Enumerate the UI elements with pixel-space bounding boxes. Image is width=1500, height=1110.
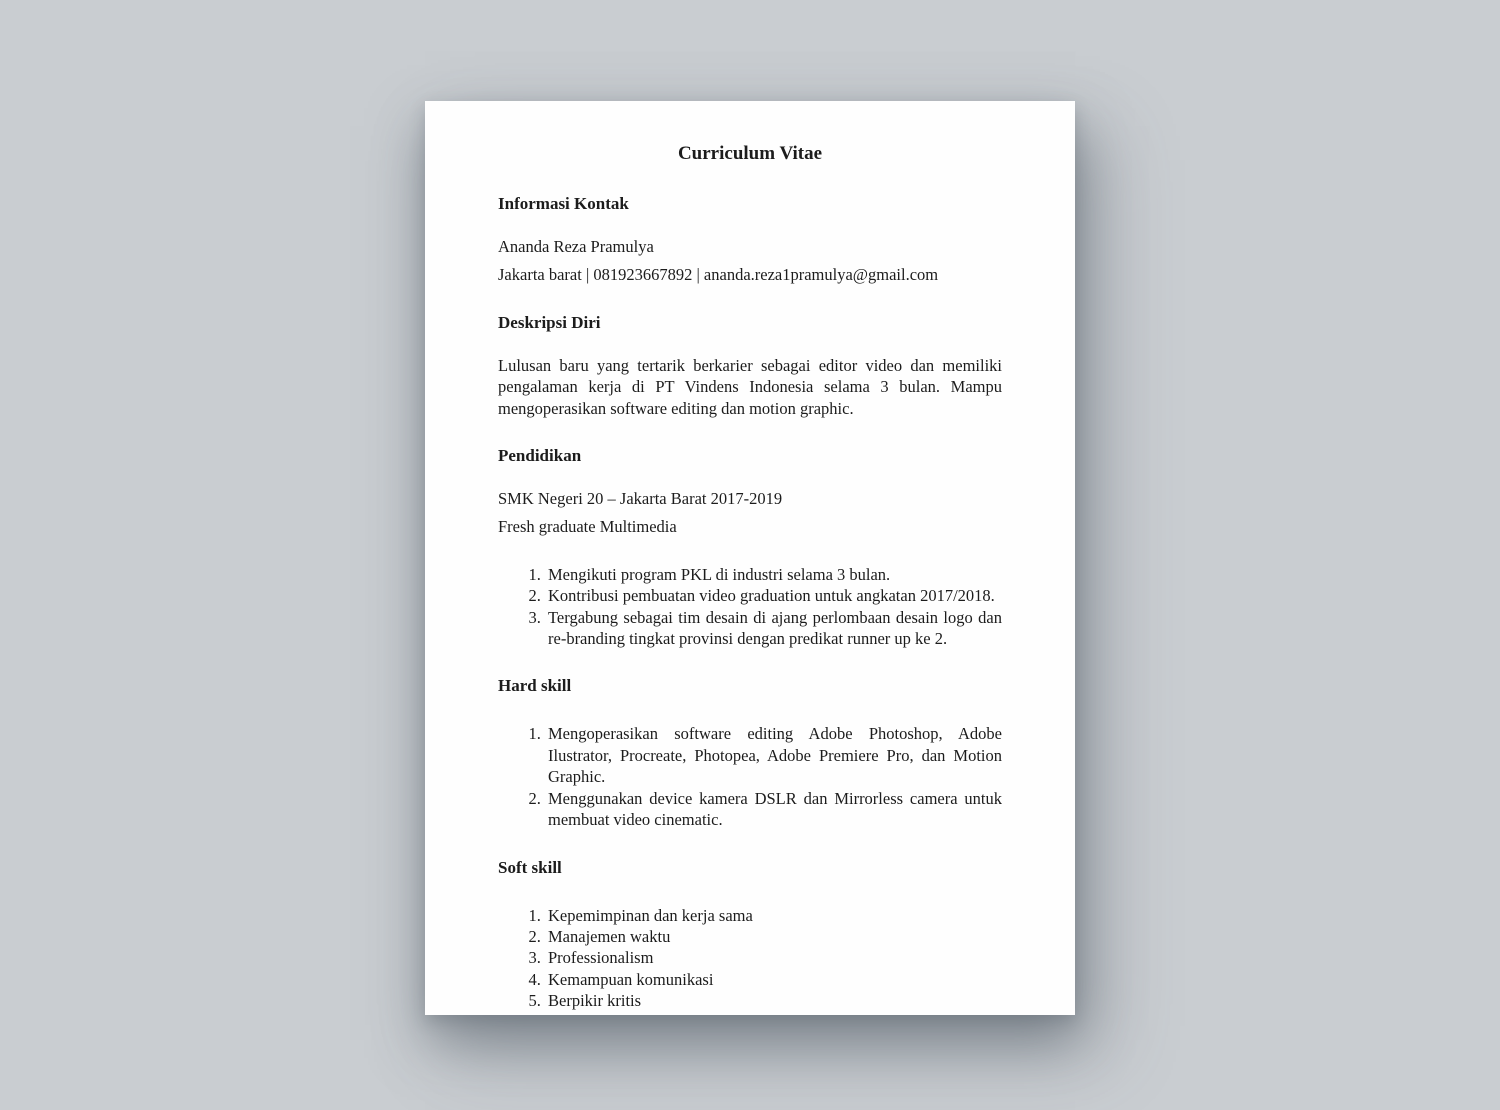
soft-skill-list-item: 4. Kemampuan komunikasi	[545, 969, 1002, 990]
education-list-item: 2. Kontribusi pembuatan video graduation untuk angkatan 2017/2018.	[545, 585, 1002, 606]
soft-skill-list	[498, 905, 1002, 1012]
contact-name: Ananda Reza Pramulya	[498, 237, 654, 256]
hard-skill-heading: Hard skill	[498, 676, 572, 696]
hard-skill-list-item: 1. Mengoperasikan software editing Adobe Photoshop, Adobe Ilustrator, Procreate, Photopea, Adobe Premiere Pro, dan Motion Graphic.	[545, 723, 1002, 787]
soft-skill-list-item: 3. Professionalism	[545, 947, 1002, 968]
education-program: Fresh graduate Multimedia	[498, 517, 677, 537]
education-heading: Pendidikan	[498, 446, 582, 466]
soft-skill-list-item: 2. Manajemen waktu	[545, 926, 1002, 947]
section-hard-skill	[498, 675, 1002, 830]
soft-skill-list-item: 5. Berpikir kritis	[545, 990, 1002, 1011]
education-school: SMK Negeri 20 – Jakarta Barat 2017-2019	[498, 489, 783, 509]
section-education	[498, 445, 1002, 649]
section-contact	[498, 193, 1002, 286]
contact-heading: Informasi Kontak	[498, 194, 629, 213]
education-list-item: 3. Tergabung sebagai tim desain di ajang perlombaan desain logo dan re-branding tingkat provinsi dengan predikat runner up ke 2.	[545, 607, 1002, 650]
description-body: Lulusan baru yang tertarik berkarier sebagai editor video dan memiliki pengalaman kerja di PT Vindens Indonesia selama 3 bulan. Mampu mengoperasikan software editing dan motion graphic.	[498, 355, 1002, 418]
description-heading: Deskripsi Diri	[498, 312, 601, 332]
education-list	[498, 564, 1002, 650]
hard-skill-list-item: 2. Menggunakan device kamera DSLR dan Mirrorless camera untuk membuat video cinematic.	[545, 788, 1002, 831]
education-list-item: 1. Mengikuti program PKL di industri selama 3 bulan.	[545, 564, 1002, 585]
section-description	[498, 312, 1002, 419]
section-soft-skill	[498, 857, 1002, 1012]
cv-page	[425, 101, 1075, 1015]
document-title: Curriculum Vitae	[677, 143, 823, 164]
contact-details: Jakarta barat | 081923667892 | ananda.reza1pramulya@gmail.com	[498, 265, 939, 285]
soft-skill-heading: Soft skill	[498, 857, 562, 877]
hard-skill-list	[498, 723, 1002, 830]
soft-skill-list-item: 1. Kepemimpinan dan kerja sama	[545, 905, 1002, 926]
